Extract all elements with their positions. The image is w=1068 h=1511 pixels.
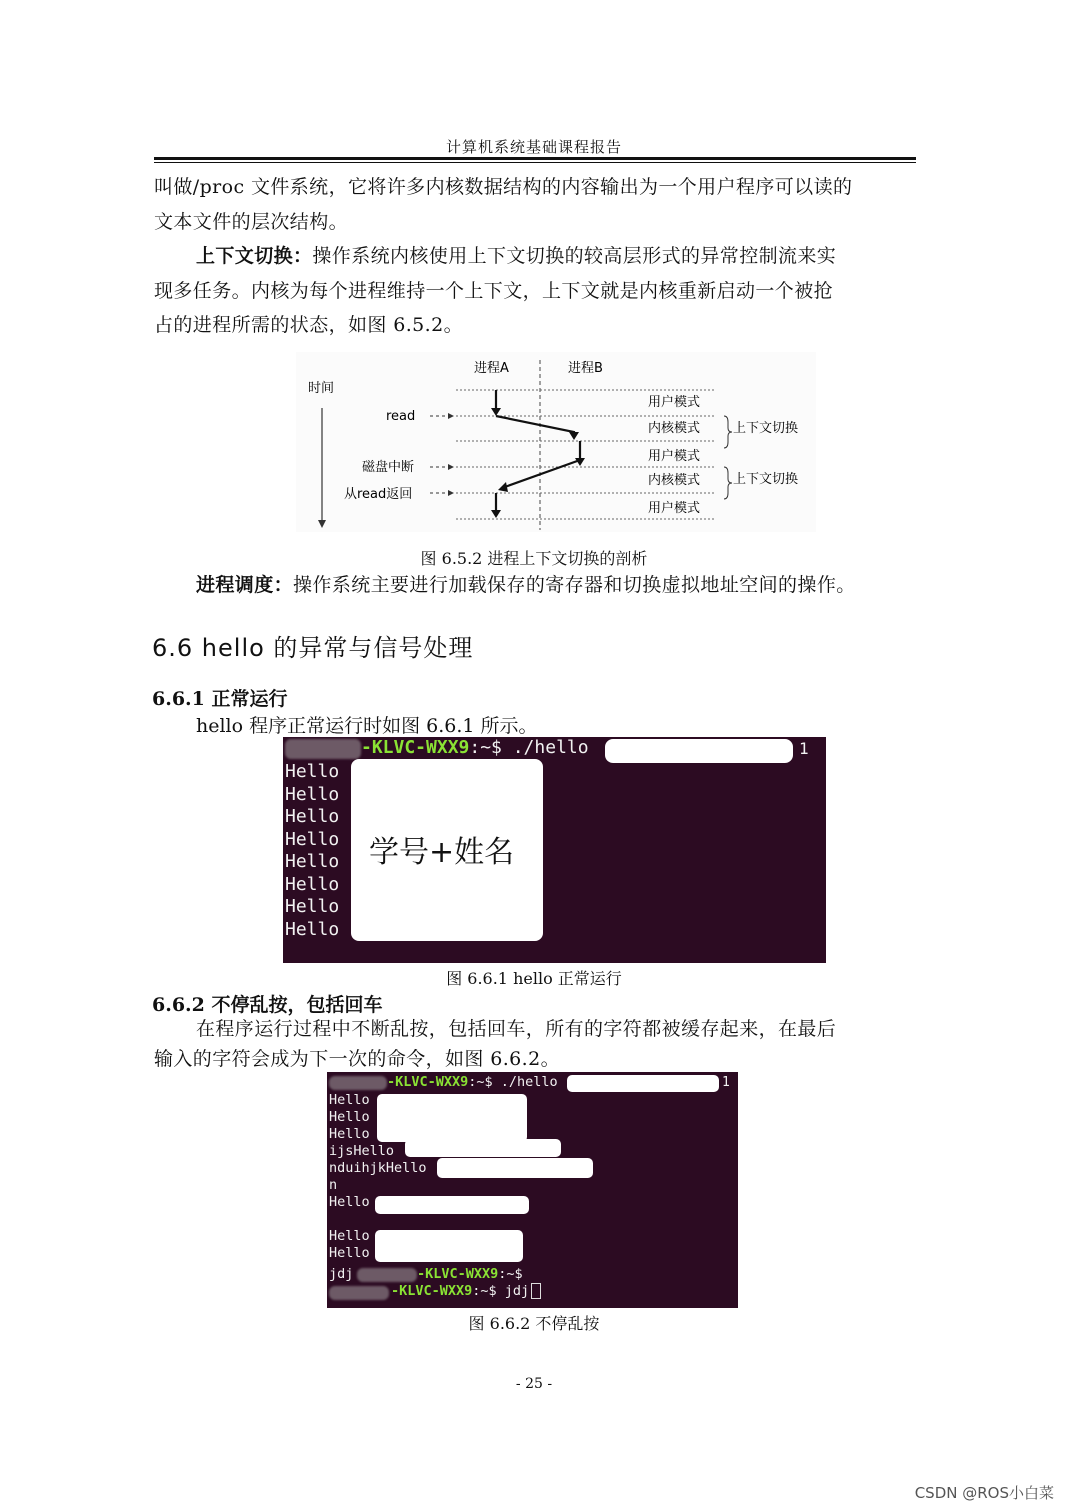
- context-switch-diagram: [296, 352, 816, 532]
- redacted-arguments: [605, 739, 793, 763]
- figure-caption-6-6-2: 图 6.6.2 不停乱按: [468, 1314, 600, 1333]
- diagram-time-label: 时间: [308, 381, 335, 396]
- output-line: Hello: [285, 829, 340, 850]
- page-number: - 25 -: [515, 1376, 553, 1392]
- redaction-box: [437, 1158, 593, 1178]
- label-read: read: [386, 409, 416, 424]
- prompt-command: :~$ ./hello: [469, 737, 600, 758]
- redacted-username: [357, 1268, 417, 1282]
- prompt-hostname: -KLVC-WXX9: [387, 1074, 469, 1090]
- redaction-box: [405, 1139, 561, 1157]
- figure-caption-6-5-2: 图 6.5.2 进程上下文切换的剖析: [420, 549, 648, 568]
- output-line: Hello: [329, 1245, 370, 1261]
- term-context-switch: 上下文切换：: [196, 245, 313, 267]
- redaction-box: [375, 1230, 523, 1262]
- switch-label-2: 上下文切换: [733, 472, 799, 487]
- terminal-line-jdj: [329, 1266, 353, 1282]
- output-line: n: [329, 1177, 338, 1193]
- subsection-text-6-6-2: [154, 1014, 916, 1074]
- diagram-col-a: 进程A: [474, 361, 509, 376]
- header-rule-thick: [154, 157, 916, 160]
- mode-label-kernel-2: 内核模式: [648, 473, 701, 488]
- label-read-return: 从read返回: [344, 487, 413, 502]
- output-line: Hello: [285, 851, 340, 872]
- csdn-watermark: CSDN @ROS小白菜: [914, 1484, 1054, 1502]
- paragraph-line: 在程序运行过程中不断乱按，包括回车，所有的字符都被缓存起来，在最后: [196, 1018, 837, 1040]
- paragraph-scheduling: [154, 568, 916, 603]
- terminal-prompt: [361, 737, 599, 758]
- output-line: Hello: [285, 874, 340, 895]
- figure-caption-6-6-1: 图 6.6.1 hello 正常运行: [446, 969, 622, 988]
- paragraph-context-switch: [154, 239, 916, 343]
- paragraph-line: 叫做/proc 文件系统，它将许多内核数据结构的内容输出为一个用户程序可以读的: [154, 176, 853, 198]
- prompt-arg-tail: 1: [722, 1075, 730, 1090]
- report-header-title: 计算机系统基础课程报告: [445, 138, 622, 156]
- redaction-overlay: [351, 759, 543, 941]
- terminal-window-random-keys: [327, 1072, 738, 1308]
- redacted-username: [329, 1286, 389, 1300]
- section-title-6-6: 6.6 hello 的异常与信号处理: [152, 634, 474, 662]
- output-line: Hello: [329, 1228, 370, 1244]
- cursor-block: [531, 1283, 541, 1299]
- mode-label-user-1: 用户模式: [648, 395, 701, 410]
- paragraph-line: 操作系统内核使用上下文切换的较高层形式的异常控制流来实: [312, 245, 837, 267]
- paragraph-line: 占的进程所需的状态，如图 6.5.2。: [154, 314, 463, 336]
- terminal-window-normal: [283, 737, 826, 963]
- paragraph-proc: [154, 170, 916, 239]
- paragraph-line: 输入的字符会成为下一次的命令，如图 6.6.2。: [154, 1048, 560, 1070]
- header-rule-thin: [154, 162, 916, 163]
- paragraph-line: 文本文件的层次结构。: [154, 210, 349, 233]
- output-line: Hello: [329, 1109, 370, 1125]
- prompt-hostname: -KLVC-WXX9: [417, 1266, 499, 1282]
- output-line: Hello: [285, 761, 340, 782]
- mode-label-user-3: 用户模式: [648, 501, 701, 516]
- output-line: Hello: [285, 784, 340, 805]
- prompt-command: :~$ jdj: [472, 1283, 530, 1299]
- output-line: Hello: [329, 1126, 370, 1142]
- output-line: Hello: [329, 1092, 370, 1108]
- terminal-prompt: [387, 1074, 558, 1090]
- subsection-title-6-6-1: 6.6.1 正常运行: [152, 688, 288, 710]
- prompt-hostname: -KLVC-WXX9: [391, 1283, 473, 1299]
- prompt-arg-tail: 1: [799, 739, 809, 758]
- output-line: Hello: [285, 806, 340, 827]
- prompt-command: :~$: [498, 1266, 523, 1282]
- overlay-text: 学号+姓名: [369, 835, 515, 870]
- paragraph-line: 现多任务。内核为每个进程维持一个上下文，上下文就是内核重新启动一个被抢: [154, 279, 834, 302]
- terminal-prompt-final: [391, 1283, 541, 1299]
- output-line: Hello: [285, 896, 340, 917]
- redaction-box: [377, 1094, 527, 1142]
- subsection-title-6-6-2: 6.6.2 不停乱按，包括回车: [152, 994, 383, 1016]
- label-disk-interrupt: 磁盘中断: [362, 460, 415, 475]
- mode-label-user-2: 用户模式: [648, 449, 701, 464]
- output-line: Hello: [329, 1194, 370, 1210]
- output-line: ijsHello: [329, 1143, 395, 1159]
- output-line: Hello: [285, 919, 340, 940]
- prompt-hostname: -KLVC-WXX9: [361, 737, 470, 758]
- term-process-scheduling: 进程调度：: [196, 574, 294, 596]
- redacted-username: [329, 1076, 387, 1090]
- redacted-username: [285, 739, 361, 759]
- redaction-box: [375, 1196, 529, 1214]
- terminal-prompt: [417, 1266, 523, 1282]
- redacted-arguments: [567, 1075, 719, 1092]
- subsection-text-6-6-1: hello 程序正常运行时如图 6.6.1 所示。: [196, 715, 538, 737]
- diagram-col-b: 进程B: [568, 361, 603, 376]
- mode-label-kernel-1: 内核模式: [648, 421, 701, 436]
- typed-text: jdj: [329, 1266, 354, 1282]
- output-line: nduihjkHello: [329, 1160, 427, 1176]
- prompt-command: :~$ ./hello: [468, 1074, 558, 1090]
- paragraph-line: 操作系统主要进行加载保存的寄存器和切换虚拟地址空间的操作。: [293, 574, 856, 596]
- switch-label-1: 上下文切换: [733, 421, 799, 436]
